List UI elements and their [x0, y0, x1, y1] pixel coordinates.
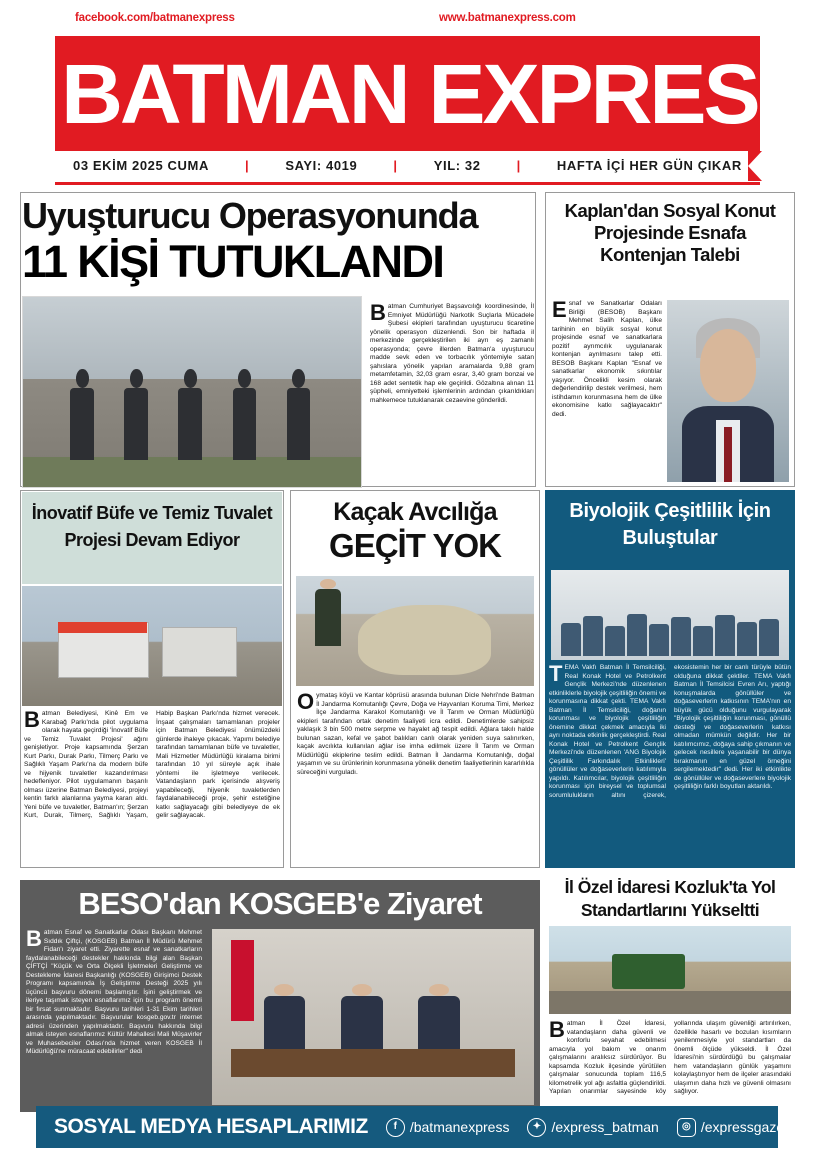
photo-road — [549, 991, 791, 1014]
photo-person — [715, 615, 735, 656]
lead-body-text: Batman Cumhuriyet Başsavcılığı koordinesinde, İl Emniyet Müdürlüğü Narkotik Suçlarla Mücadele Şubesi ekipleri tarafından uyuşturucu ticaretine yönelik operasyon düzenlendi. Son bir haftada il merkezinde gerçekleştirilen iki ayrı eş zamanlı operasyonda; çevre illerden Batman'a uyuşturucu madde sevk eden ve torbacılık yöntemiyle satan şahıslara yönelik yapılan aramalarda 9,88 gram metamfetamin, 32,03 gram esrar, 3,40 gram bonzai ve 168 adet sentetik hap ele geçirildi. Gözaltına alınan 11 şüpheli, emniyetteki işlemlerinin ardından çıkarıldıkları mahkemece tutuklanarak cezaevine gönderildi. — [370, 300, 534, 404]
masthead-banner — [55, 36, 812, 151]
photo-person-5 — [287, 388, 311, 460]
inovatif-body-text: Batman Belediyesi, Kinê Em ve Karabağ Parkı'nda pilot uygulama olarak hayata geçirdiği 'İnovatif Büfe ve Temiz Tuvalet Projesi' ağını genişletiyor. Proje kapsamında Şerzan Kurt Parkı, Durak Parkı, Tilmerç Parkı ve Sağlıklı Yaşam Parkı'na da modern büfe ve hijyenik tuvaletler kazandırılması hedefleniyor. Pilot uygulamanın başarılı olması üzerine Batman Belediyesi, projeyi kentin farklı alanlarına yayma kararı aldı. Yeni büfe ve tuvaletler, Batman'ın; Şerzan Kurt, Durak, Tilmerç, Sağlıklı Yaşam, Habip Başkan Parkı'nda hizmet verecek. İnşaat çalışmaları tamamlanan projeler için Batman Belediyesi önümüzdeki günlerde ihaleye çıkacak. Yapımı belediye tarafından tamamlanan büfe ve tuvaletler, Mali Hizmetler Müdürlüğü kiralama birimi tarafından 10 yıl süreyle açık ihale yöntemi ile işletmeye verilecek. Vatandaşların park içerisinde alışveriş yapabileceği, hijyenik tuvaletlerden faydalanabileceği proje, şehir estetiğine katkı sağlayacağı gibi belediyeye de ek gelir sağlayacak. — [24, 707, 280, 819]
photo-head — [700, 329, 756, 402]
photo-person — [759, 619, 779, 656]
photo-person — [737, 622, 757, 657]
publication-year: YIL: 32 — [433, 158, 481, 173]
photo-ground — [23, 457, 361, 487]
beso-body-wrap — [26, 926, 202, 1105]
photo-person — [649, 624, 669, 657]
footer-instagram-account[interactable] — [677, 1118, 806, 1137]
photo-person-1 — [264, 996, 306, 1049]
kacak-photo — [296, 576, 534, 686]
website-url-pill[interactable]: www.batmanexpress.com — [430, 10, 585, 27]
biyolojik-photo — [551, 570, 789, 660]
photo-person — [561, 623, 581, 657]
photo-person-2 — [124, 388, 148, 460]
instagram-handle: /expressgazetesi — [700, 1119, 806, 1135]
ozel-idare-body-text: Batman İl Özel İdaresi, vatandaşların daha güvenli ve konforlu seyahat edebilmesi amacıyla yol bakım ve onarım çalışmalarını aralıksız sürdürüyor. Bu kapsamda Kozluk ilçesinde yürütülen çalışmalar sonucunda toplam 116,5 kilometrelik yol ağı asfaltla güçlendirildi. Yapılan onarımlar sayesinde köy yollarında ulaşım güvenliği artırılırken, özellikle hasarlı ve bozulan kısımların yenilenmesiyle yol standartları da önemli ölçüde yükseldi. İl Özel İdaresi'nin sürdürdüğü bu çalışmalar hem vatandaşların günlük yaşamını kolaylaştırıyor hem de ilçeler arasındaki ulaşımın daha hızlı ve güvenli olmasını sağlıyor. — [549, 1017, 791, 1095]
lead-headline: 11 KİŞİ TUTUKLANDI — [22, 236, 444, 287]
kaplan-body-text: Esnaf ve Sanatkarlar Odaları Birliği (BESOB) Başkanı Mehmet Salih Kaplan, ülke tarihinin en büyük sosyal konut projesinde esnaf ve sanatkarlara pozitif ayrımcılık uygulanarak kontenjan ayrılmasını talep etti. BESOB Başkanı Kaplan "Esnaf ve sanatkarlar ekonomik sıkıntılar yaşıyor. Öncelikli kesim olarak değerlendirilip destek verilmesi, hem istihdamın korunmasına hem de ülke ekonomisine katkı sağlayacaktır" dedi. — [552, 297, 662, 418]
instagram-icon: ◎ — [677, 1118, 696, 1137]
photo-person — [671, 617, 691, 656]
ozel-idare-headline: İl Özel İdaresi Kozluk'ta Yol Standartlarını Yükseltti — [564, 877, 776, 920]
separator-3: | — [516, 158, 521, 173]
beso-body-text: Batman Esnaf ve Sanatkarlar Odası Başkanı Mehmet Sıddık Çiftçi, (KOSGEB) Batman İl Müdürü Mehmet Fidan'ı ziyaret etti. Ziyarette esnaf ve sanatkarların faydalanabileceği destekler hakkında bilgi alan Başkan ÇİFTÇİ "Küçük ve Orta Ölçekli İşletmeleri Geliştirme ve Destekleme İdaresi Başkanlığı (KOSGEB) Girişimci Destek Programı kapsamında İş Geliştirme Desteği 2025 yılı üçüncü başvuru dönemi başlamıştır. İşini geliştirmek ve ileriye taşımak isteyen esnaflarımız için bu program önemli bir fırsat sunmaktadır. Başvuru tarihleri 1-31 Ekim tarihleri arasında yapılmaktadır. Başvurular kosgeb.gov.tr internet adresi üzerinden yapılmaktadır. Başvuru hakkında bilgi almak isteyen esnaflarımız Kültür Mahallesi Mali Müşavirler ve Muhasebeciler Odası'nda hizmet veren KOSGEB İl Müdürlüğü'ne müracaat edebilirler" dedi — [26, 926, 202, 1055]
facebook-icon: f — [386, 1118, 405, 1137]
footer-twitter-account[interactable] — [527, 1118, 658, 1137]
photo-person-2 — [341, 996, 383, 1049]
photo-person — [583, 616, 603, 656]
kaplan-photo — [667, 300, 789, 482]
kaplan-headline: Kaplan'dan Sosyal Konut Projesinde Esnafa Kontenjan Talebi — [564, 200, 776, 265]
biyolojik-body-wrap — [549, 661, 791, 864]
photo-wall — [23, 297, 361, 379]
photo-flag — [231, 940, 254, 1021]
kacak-headline: GEÇİT YOK — [329, 527, 501, 564]
photo-fishing-net — [358, 605, 491, 675]
biyolojik-headline: Biyolojik Çeşitlilik İçin Buluştular — [569, 500, 771, 549]
kacak-kicker: Kaçak Avcılığa — [333, 498, 497, 526]
photo-person-1 — [70, 388, 94, 460]
lead-kicker: Uyuşturucu Operasyonunda — [22, 195, 478, 236]
photo-tractor — [612, 954, 685, 989]
issue-number: SAYI: 4019 — [285, 158, 358, 173]
twitter-icon: ✦ — [527, 1118, 546, 1137]
footer-title: SOSYAL MEDYA HESAPLARIMIZ — [54, 1115, 368, 1138]
lead-photo — [22, 296, 362, 488]
photo-kiosk-awning — [58, 622, 146, 633]
photo-tie — [724, 427, 731, 482]
photo-person — [605, 626, 625, 657]
ozel-idare-photo — [549, 926, 791, 1014]
publication-date: 03 EKİM 2025 CUMA — [73, 158, 209, 173]
biyolojik-body-text: TEMA Vakfı Batman İl Temsilciliği, Real Konak Hotel ve Petrolkent Gençlik Merkezi'nde düzenlenen etkinliklerle biyolojik çeşitliliğin önemi ve korunmasına dikkat çekti. TEMA Vakfı Batman İl Temsilciliği, doğanın korunması ve biyolojik çeşitliliğin önemine dikkat çekmek amacıyla iki ayrı noktada etkinlik gerçekleştirdi. Real Konak Hotel ve Petrolkent Gençlik Merkezi'nde düzenlenen 'ANG Biyolojik Çeşitlilik Farkındalık Etkinlikleri' gönüllüler ve doğaseverlerin katılımıyla yapıldı. Katılımcılar, biyolojik çeşitliliğin korunması için bireysel ve toplumsal sorumlulukların altını çizerek, ekosistemin her bir canlı türüyle bütün olduğuna dikkat çektiler. TEMA Vakfı Batman İl Temsilcisi Evren Arı, yaptığı konuşmalarda gönüllüler ve doğaseverlerin katkısının TEMA'nın en büyük gücü olduğunu vurgulayarak "Biyolojik çeşitliliğin korunması, gönüllü desteği ve doğaseverlerin katkısı olmadan mümkün değildir. Her bir katılımcımız, doğaya sahip çıkmanın ve gelecek nesillere yaşanabilir bir dünya bırakmanın en güzel örneğini sergilemektedir" dedi. Her iki etkinlikte de gönüllüler ve doğaseverlere biyolojik çeşitliliğin farklı boyutları aktarıldı. — [549, 661, 791, 799]
inovatif-photo — [22, 586, 282, 706]
beso-photo — [212, 929, 534, 1105]
inovatif-body-wrap — [24, 707, 280, 865]
ozel-idare-body-wrap — [549, 1017, 791, 1108]
photo-officer — [315, 589, 341, 646]
facebook-url-pill[interactable]: facebook.com/batmanexpress — [66, 10, 244, 27]
social-media-footer — [36, 1106, 806, 1148]
photo-person — [693, 626, 713, 656]
photo-person-3 — [418, 996, 460, 1049]
kacak-body-text: Oymataş köyü ve Kantar köprüsü arasında bulunan Dicle Nehri'nde Batman İl Jandarma Komutanlığı Çevre, Doğa ve Hayvanları Koruma Timi, Merkez İlçe Jandarma Karakol Komutanlığı ve İl Tarım ve Orman Müdürlüğü ekipleri tarafından ortak denetim faaliyeti icra edildi. Denetimlerde sahipsiz yaklaşık 3 bin 500 metre serpme ve hayalet ağ tespit edildi. Ağlara takılı halde bulunan sazan, kefal ve şabot balıkları canlı olarak yeniden suya salınırken, kaçak avcılıkta kullanılan ağlar ise imha edilmek üzere İl Tarım ve Orman Müdürlüğü ekiplerine teslim edildi. Batman İl Jandarma Komutanlığı, doğal yaşamın ve su ürünlerinin korunmasına yönelik denetim faaliyetlerinin kararlılıkla süreceğini vurguladı. — [297, 689, 534, 776]
inovatif-headline: İnovatif Büfe ve Temiz Tuvalet Projesi Devam Ediyor — [31, 503, 273, 550]
photo-kiosk-right — [162, 627, 237, 677]
masthead-rule — [55, 182, 760, 185]
issue-info-bar — [55, 151, 760, 180]
photo-person-4 — [233, 388, 257, 460]
newspaper-title: BATMAN EXPRESS — [61, 47, 812, 141]
photo-table — [231, 1049, 514, 1077]
facebook-handle: /batmanexpress — [409, 1119, 510, 1135]
photo-person-3 — [178, 388, 202, 460]
publication-frequency: HAFTA İÇİ HER GÜN ÇIKAR — [556, 158, 742, 173]
beso-headline: BESO'dan KOSGEB'e Ziyaret — [78, 886, 482, 921]
footer-facebook-account[interactable] — [386, 1118, 510, 1137]
photo-person — [627, 614, 647, 656]
twitter-handle: /express_batman — [551, 1119, 659, 1135]
separator-1: | — [245, 158, 250, 173]
photo-group-people — [561, 610, 780, 657]
separator-2: | — [393, 158, 398, 173]
